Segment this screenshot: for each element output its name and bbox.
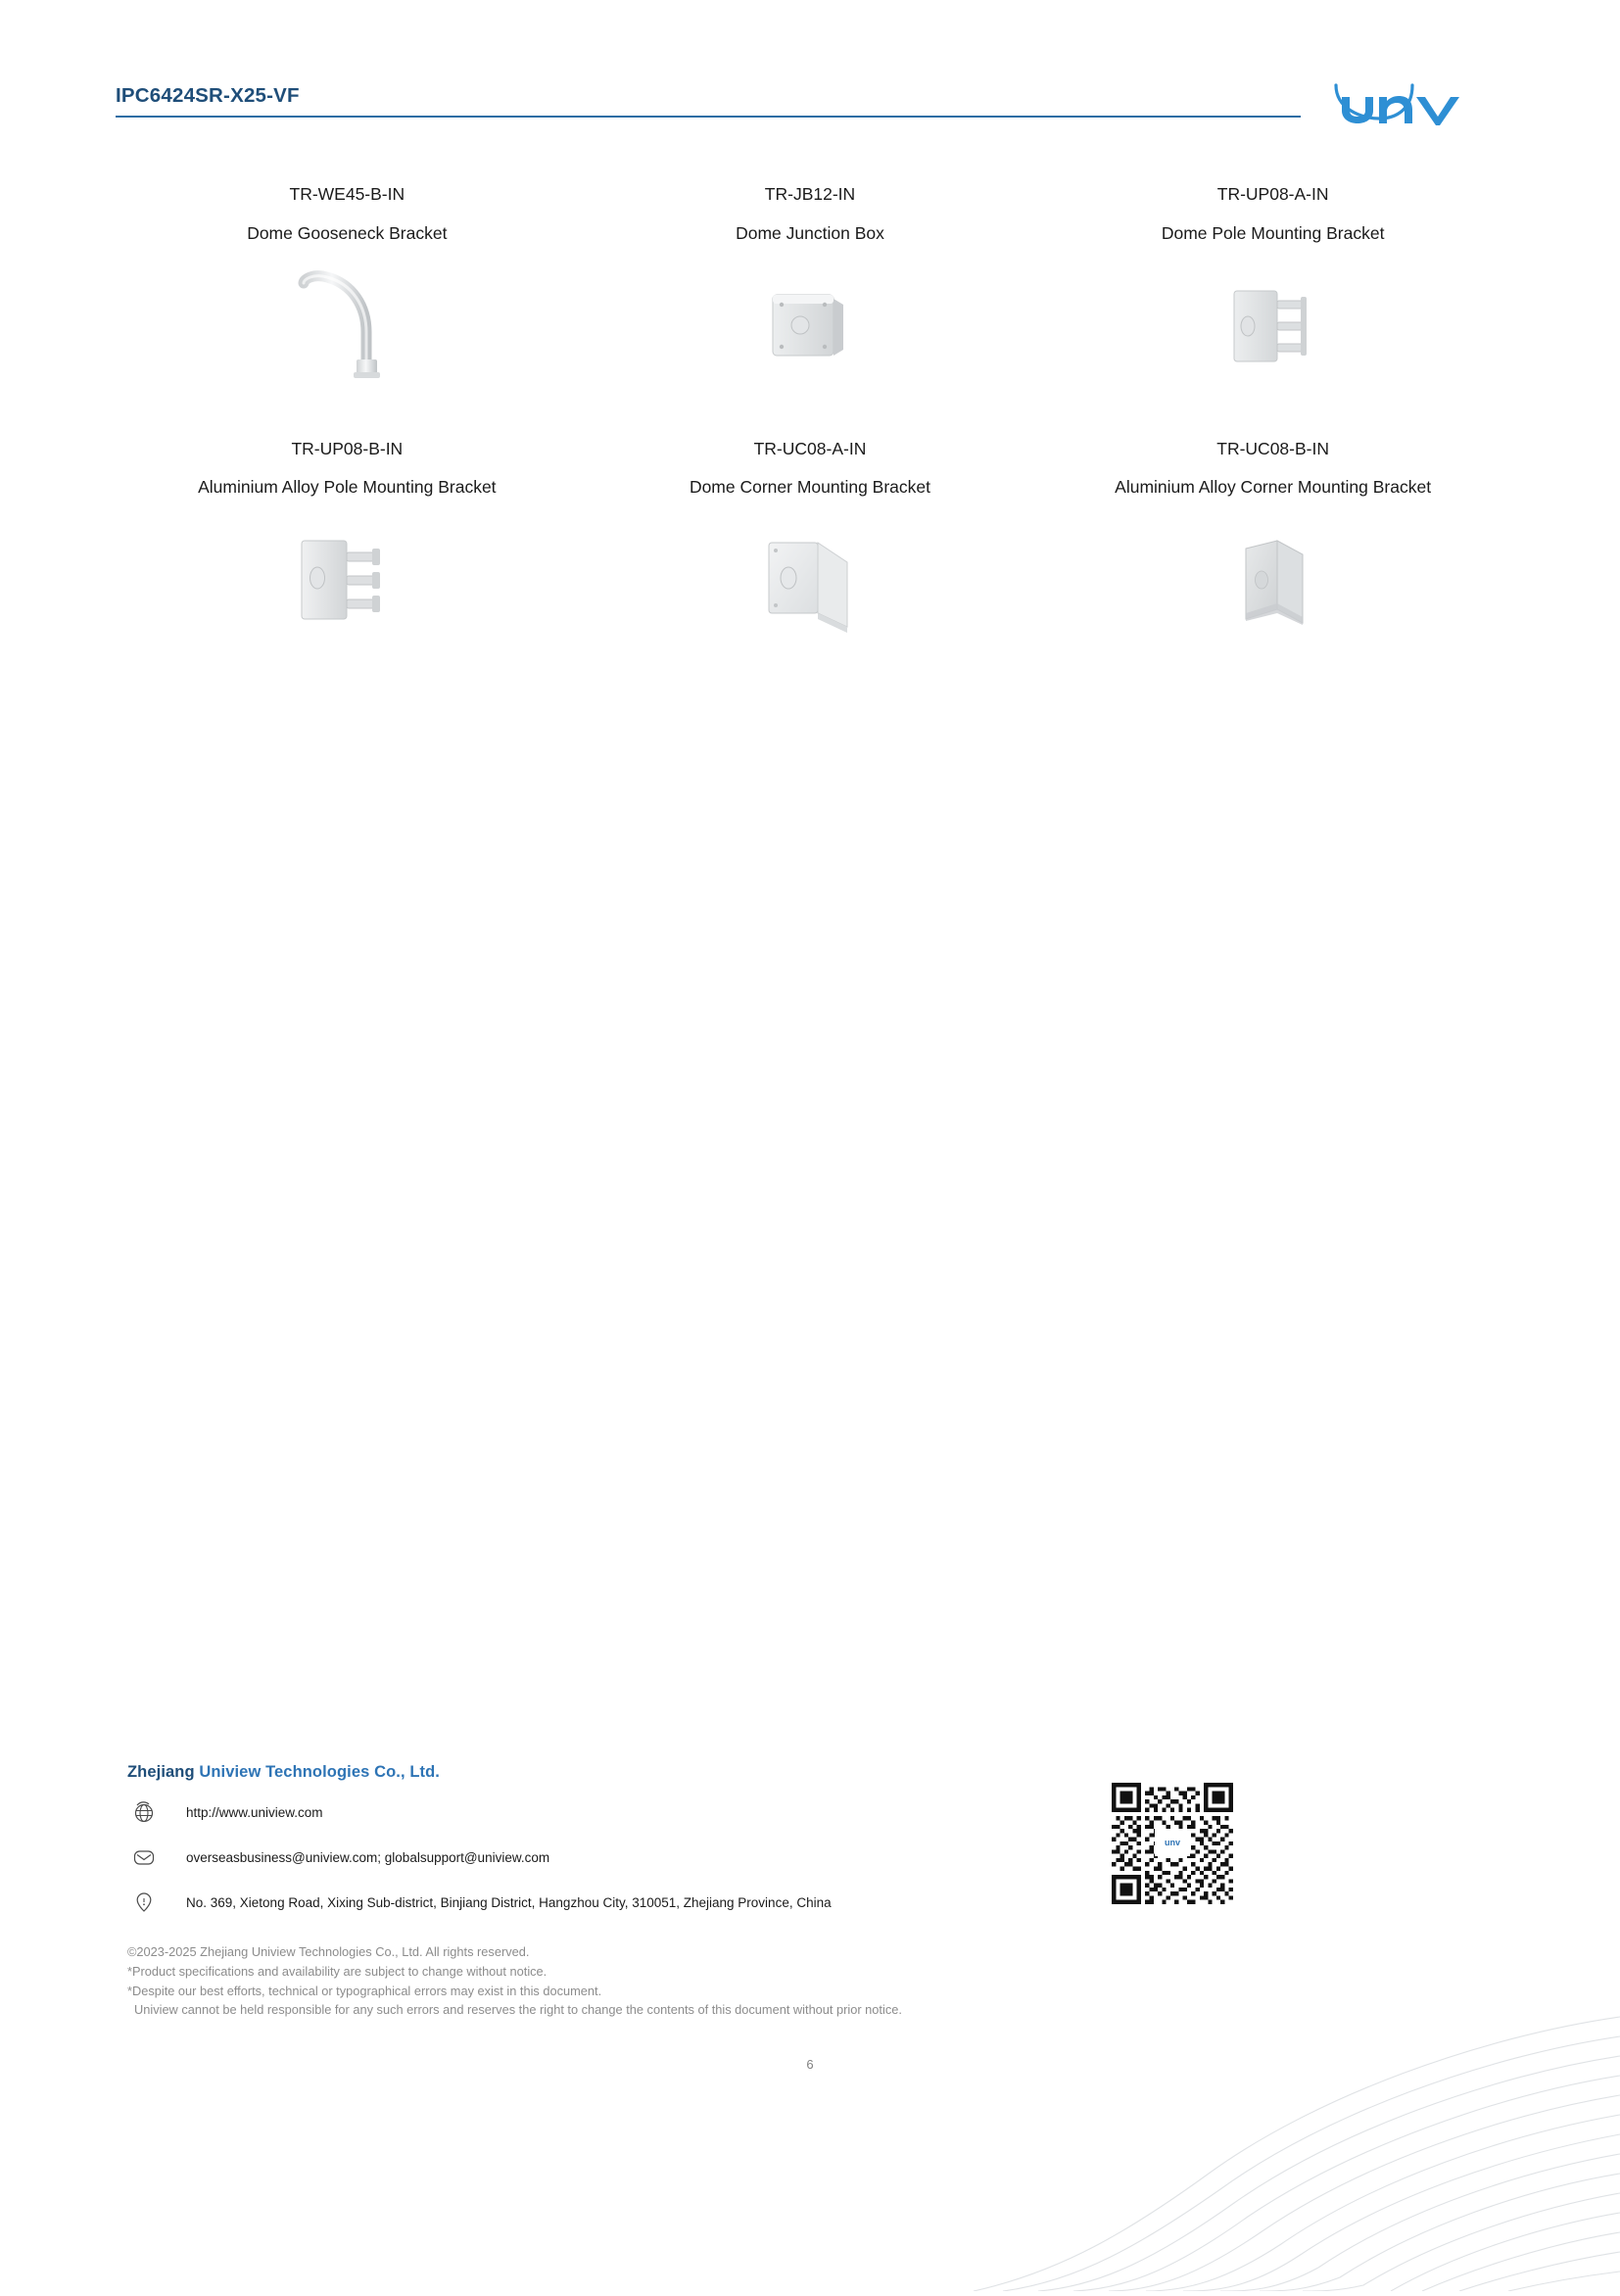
alloy-pole-mount-bracket-image (268, 519, 425, 642)
accessory-item (579, 186, 1042, 388)
accessory-row (116, 186, 1504, 388)
legal-line: *Product specifications and availability are subject to change without notice. (127, 1963, 548, 1979)
accessory-model: TR-UC08-A-IN (753, 438, 867, 458)
accessory-item (116, 186, 579, 388)
accessory-model: TR-UC08-B-IN (1216, 438, 1329, 458)
legal-block (127, 1942, 1489, 2020)
legal-line: *Despite our best efforts, technical or typographical errors may exist in this document. (127, 1983, 602, 1998)
address-text: No. 369, Xietong Road, Xixing Sub-district, Binjiang District, Hangzhou City, 310051, Zhejiang Province, China (186, 1894, 832, 1910)
accessory-description: Aluminium Alloy Pole Mounting Bracket (198, 477, 497, 497)
pole-mount-bracket-image (1195, 265, 1352, 388)
globe-icon (127, 1797, 161, 1827)
accessory-item (116, 438, 579, 643)
qr-code (1112, 1783, 1233, 1904)
accessory-item (579, 438, 1042, 643)
website-text[interactable]: http://www.uniview.com (186, 1804, 323, 1820)
alloy-corner-mount-bracket-image (1195, 519, 1352, 642)
accessory-description: Dome Gooseneck Bracket (247, 222, 448, 243)
qr-center-logo: unv (1155, 1829, 1190, 1856)
accessory-row (116, 438, 1504, 643)
accessory-item (1041, 438, 1504, 643)
mail-icon (127, 1842, 161, 1872)
accessory-model: TR-WE45-B-IN (289, 184, 405, 204)
page-header (116, 84, 1504, 133)
accessory-description: Dome Junction Box (736, 222, 884, 243)
legal-line: Uniview cannot be held responsible for any such errors and reserves the right to change the contents of this document without prior notice. (134, 2002, 902, 2018)
company-name-prefix: Zhejiang (127, 1763, 200, 1781)
accessory-description: Dome Pole Mounting Bracket (1161, 222, 1385, 243)
accessory-description: Dome Corner Mounting Bracket (689, 477, 931, 497)
junction-box-image (732, 265, 888, 388)
contact-address-row (127, 1888, 1489, 1917)
gooseneck-bracket-image (268, 265, 425, 388)
unv-logo (1318, 68, 1504, 138)
header-divider (116, 116, 1301, 118)
company-name (127, 1763, 1489, 1782)
accessory-model: TR-UP08-A-IN (1216, 184, 1329, 204)
accessory-model: TR-JB12-IN (764, 184, 856, 204)
accessory-grid (116, 186, 1504, 642)
footer (127, 1763, 1489, 2020)
accessory-model: TR-UP08-B-IN (291, 438, 404, 458)
page-number: 6 (806, 2057, 814, 2072)
email-text[interactable]: overseasbusiness@uniview.com; globalsupport@uniview.com (186, 1849, 550, 1865)
accessory-item (1041, 186, 1504, 388)
contact-email-row (127, 1842, 1489, 1872)
corner-mount-bracket-image (732, 519, 888, 642)
location-pin-icon (127, 1888, 161, 1917)
page-title: IPC6424SR-X25-VF (116, 84, 300, 107)
company-name-rest: Uniview Technologies Co., Ltd. (199, 1763, 440, 1781)
accessory-description: Aluminium Alloy Corner Mounting Bracket (1115, 477, 1432, 497)
legal-line: ©2023-2025 Zhejiang Uniview Technologies Co., Ltd. All rights reserved. (127, 1944, 530, 1959)
contact-website-row (127, 1797, 1489, 1827)
